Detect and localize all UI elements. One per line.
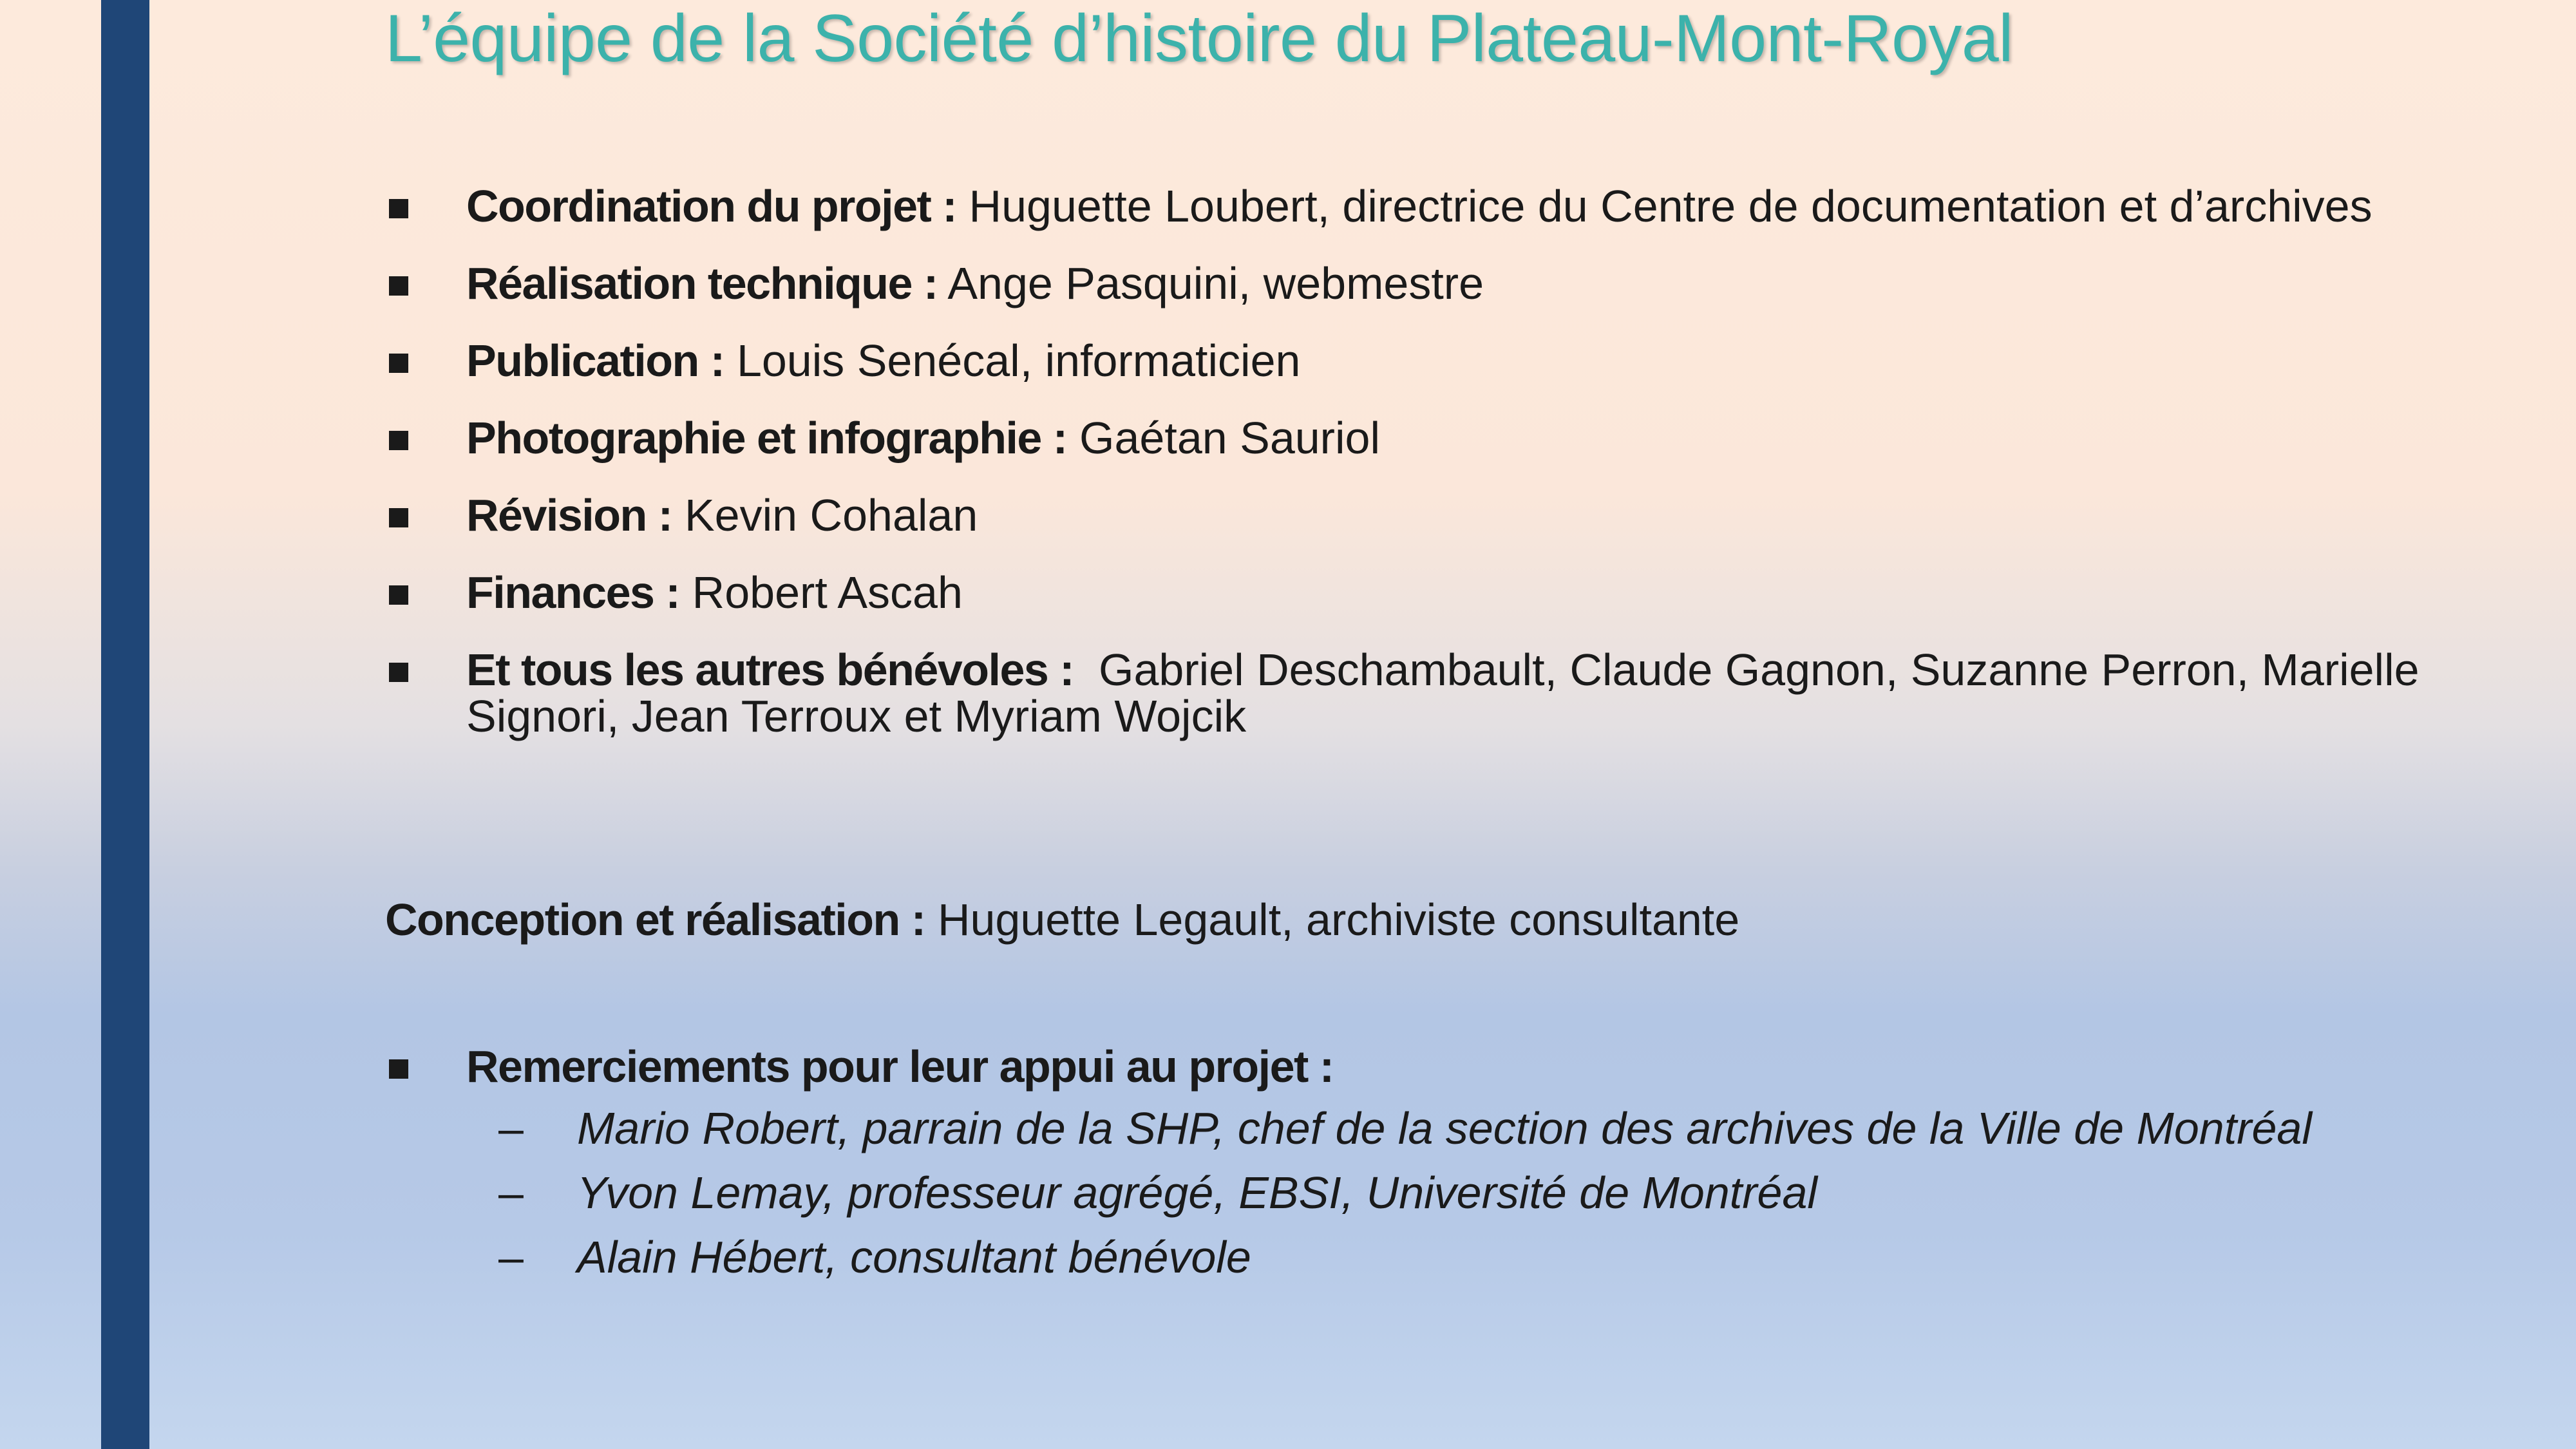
- team-role: Réalisation technique :: [466, 258, 938, 308]
- team-person: Gaétan Sauriol: [1066, 413, 1381, 463]
- thanks-subitem-text: Alain Hébert, consultant bénévole: [577, 1232, 1251, 1282]
- thanks-subitem: [385, 1103, 2478, 1154]
- square-bullet-icon: [389, 354, 408, 373]
- square-bullet-icon: [389, 508, 408, 527]
- conception-person: Huguette Legault, archiviste consultante: [925, 895, 1740, 945]
- square-bullet-icon: [389, 663, 408, 682]
- team-person: Gabriel Deschambault, Claude Gagnon, Suzanne Perron, Marielle Signori, Jean Terroux et Myriam Wojcik: [466, 645, 2432, 741]
- square-bullet-icon: [389, 1059, 408, 1079]
- team-item-coordination: [385, 183, 2478, 229]
- team-item-photographie: [385, 415, 2478, 461]
- thanks-item: [385, 1043, 2478, 1283]
- team-role: Publication :: [466, 336, 724, 386]
- team-person: Huguette Loubert, directrice du Centre de documentation et d’archives: [956, 181, 2372, 231]
- thanks-subitem-text: Mario Robert, parrain de la SHP, chef de la section des archives de la Ville de Montréal: [577, 1103, 2312, 1153]
- team-person: Kevin Cohalan: [672, 490, 978, 540]
- slide-title: L’équipe de la Société d’histoire du Plateau-Mont-Royal: [385, 1, 2013, 76]
- team-item-revision: [385, 492, 2478, 538]
- team-role: Et tous les autres bénévoles :: [466, 645, 1074, 695]
- conception-role: Conception et réalisation :: [385, 895, 925, 945]
- thanks-heading: Remerciements pour leur appui au projet :: [466, 1041, 1334, 1092]
- thanks-subitem-text: Yvon Lemay, professeur agrégé, EBSI, Université de Montréal: [577, 1168, 1817, 1218]
- team-role: Coordination du projet :: [466, 181, 957, 231]
- dash-bullet-icon: –: [498, 1103, 524, 1153]
- thanks-list: [385, 1043, 2478, 1296]
- square-bullet-icon: [389, 276, 408, 296]
- square-bullet-icon: [389, 585, 408, 605]
- dash-bullet-icon: –: [498, 1168, 524, 1218]
- square-bullet-icon: [389, 199, 408, 218]
- team-person: Robert Ascah: [679, 567, 963, 618]
- team-person: Louis Senécal, informaticien: [724, 336, 1301, 386]
- team-item-realisation: [385, 260, 2478, 307]
- thanks-subitem: [385, 1231, 2478, 1283]
- team-role: Révision :: [466, 490, 672, 540]
- left-accent-bar: [101, 0, 149, 1449]
- square-bullet-icon: [389, 431, 408, 450]
- team-list: [385, 183, 2478, 770]
- team-item-finances: [385, 569, 2478, 616]
- thanks-subitem: [385, 1167, 2478, 1218]
- team-role: Finances :: [466, 567, 680, 618]
- team-item-benevoles: [385, 647, 2478, 739]
- thanks-sublist: [466, 1103, 2478, 1283]
- conception-line: [385, 894, 1739, 945]
- team-person: Ange Pasquini, webmestre: [937, 258, 1484, 308]
- team-item-publication: [385, 337, 2478, 384]
- dash-bullet-icon: –: [498, 1232, 524, 1282]
- team-role: Photographie et infographie :: [466, 413, 1067, 463]
